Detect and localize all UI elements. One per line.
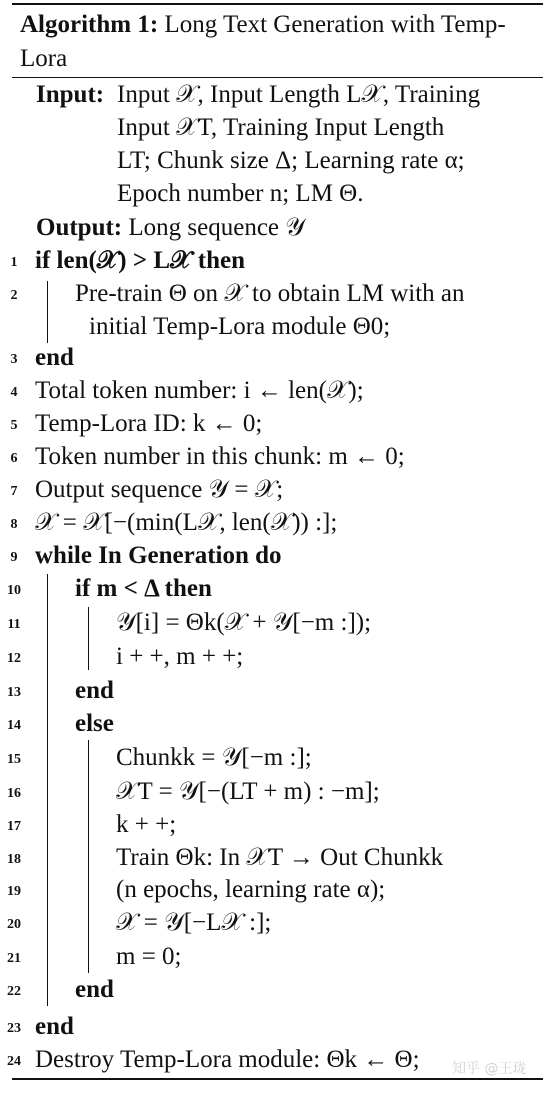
- line-number: 14: [7, 718, 21, 733]
- line-number: 10: [7, 583, 21, 598]
- algo-line: [0, 407, 556, 440]
- line-text: m = 0;: [116, 943, 182, 970]
- line-number: 18: [7, 852, 21, 867]
- line-number: 16: [7, 786, 21, 801]
- top-rule: [12, 3, 543, 5]
- algo-line: [0, 1010, 556, 1043]
- output-block: [36, 211, 305, 244]
- line-text: end: [75, 976, 114, 1003]
- line-text: while In Generation do: [35, 542, 282, 569]
- algo-line: [0, 873, 556, 906]
- line-text: 𝒳T = 𝒴[−(LT + m) : −m];: [116, 778, 380, 805]
- line-number: 1: [10, 255, 18, 270]
- algo-line: [0, 506, 556, 539]
- line-text: k + +;: [116, 811, 177, 838]
- input-line: Input 𝒳, Input Length L𝒳, Training: [117, 81, 481, 108]
- input-label: Input:: [36, 81, 105, 108]
- algo-line: [0, 940, 556, 973]
- line-number: 2: [10, 288, 18, 303]
- line-text: initial Temp-Lora module Θ0;: [89, 313, 391, 340]
- input-line: LT; Chunk size Δ; Learning rate α;: [117, 147, 465, 174]
- line-number: 9: [10, 550, 18, 565]
- line-text: if len(𝒳) > L𝒳 then: [35, 247, 246, 274]
- algo-line: [0, 775, 556, 808]
- watermark: 知乎 @王珑: [452, 1061, 527, 1077]
- line-text: Output sequence 𝒴 = 𝒳;: [35, 476, 284, 503]
- line-text: else: [75, 710, 114, 737]
- algo-line: [0, 341, 556, 374]
- line-number: 8: [10, 517, 18, 532]
- input-line: Epoch number n; LM Θ.: [117, 180, 364, 207]
- line-text: 𝒳 = 𝒴[−L𝒳 :];: [116, 909, 272, 936]
- line-text: i + +, m + +;: [116, 643, 244, 670]
- algorithm-label: Algorithm 1:: [20, 11, 159, 38]
- line-number: 6: [10, 451, 18, 466]
- algorithm-title: [20, 8, 540, 76]
- algorithm-title-text: Long Text Generation with Temp-Lora: [20, 11, 506, 72]
- line-number: 24: [7, 1054, 21, 1069]
- algo-line: [0, 374, 556, 407]
- line-text: if m < Δ then: [75, 575, 212, 602]
- algo-line: [0, 674, 556, 707]
- algo-line: [0, 310, 556, 343]
- algo-line: [0, 906, 556, 939]
- line-number: 12: [7, 651, 21, 666]
- line-number: 15: [7, 752, 21, 767]
- line-text: Total token number: i ← len(𝒳);: [35, 377, 364, 404]
- line-text: end: [35, 344, 74, 371]
- line-number: 7: [10, 484, 18, 499]
- algo-line: [0, 606, 556, 639]
- line-number: 4: [10, 385, 18, 400]
- line-text: Destroy Temp-Lora module: Θk ← Θ;: [35, 1046, 420, 1073]
- line-text: Pre-train Θ on 𝒳 to obtain LM with an: [75, 280, 465, 307]
- line-number: 11: [7, 617, 21, 632]
- algo-line: [0, 808, 556, 841]
- line-number: 22: [7, 984, 21, 999]
- input-line: Input 𝒳T, Training Input Length: [117, 114, 445, 141]
- line-number: 5: [10, 418, 18, 433]
- line-text: Chunkk = 𝒴[−m :];: [116, 744, 312, 771]
- output-text: Long sequence 𝒴: [128, 214, 305, 241]
- line-number: 20: [7, 917, 21, 932]
- algo-line: [0, 277, 556, 310]
- input-block: [36, 78, 481, 207]
- line-number: 3: [10, 352, 18, 367]
- line-number: 13: [7, 685, 21, 700]
- line-text: end: [75, 677, 114, 704]
- bottom-rule: [12, 1078, 543, 1080]
- algo-line: [0, 440, 556, 473]
- line-text: 𝒴[i] = Θk(𝒳 + 𝒴[−m :]);: [116, 609, 372, 636]
- algo-line: [0, 707, 556, 740]
- line-text: Temp-Lora ID: k ← 0;: [35, 410, 263, 437]
- line-text: Token number in this chunk: m ← 0;: [35, 443, 405, 470]
- algo-line: [0, 973, 556, 1006]
- algo-line: [0, 841, 556, 874]
- algo-line: [0, 539, 556, 572]
- algo-line: [0, 640, 556, 673]
- line-text: (n epochs, learning rate α);: [116, 876, 386, 903]
- output-label: Output:: [36, 214, 123, 241]
- algo-line: [0, 473, 556, 506]
- line-number: 19: [7, 884, 21, 899]
- line-number: 21: [7, 951, 21, 966]
- algo-line: [0, 741, 556, 774]
- line-text: Train Θk: In 𝒳T → Out Chunkk: [116, 844, 444, 871]
- algo-line: [0, 244, 556, 277]
- line-number: 23: [7, 1021, 21, 1036]
- algo-line: [0, 572, 556, 605]
- line-text: 𝒳 = 𝒳[−(min(L𝒳, len(𝒳)) :];: [35, 509, 338, 536]
- line-text: end: [35, 1013, 74, 1040]
- line-number: 17: [7, 819, 21, 834]
